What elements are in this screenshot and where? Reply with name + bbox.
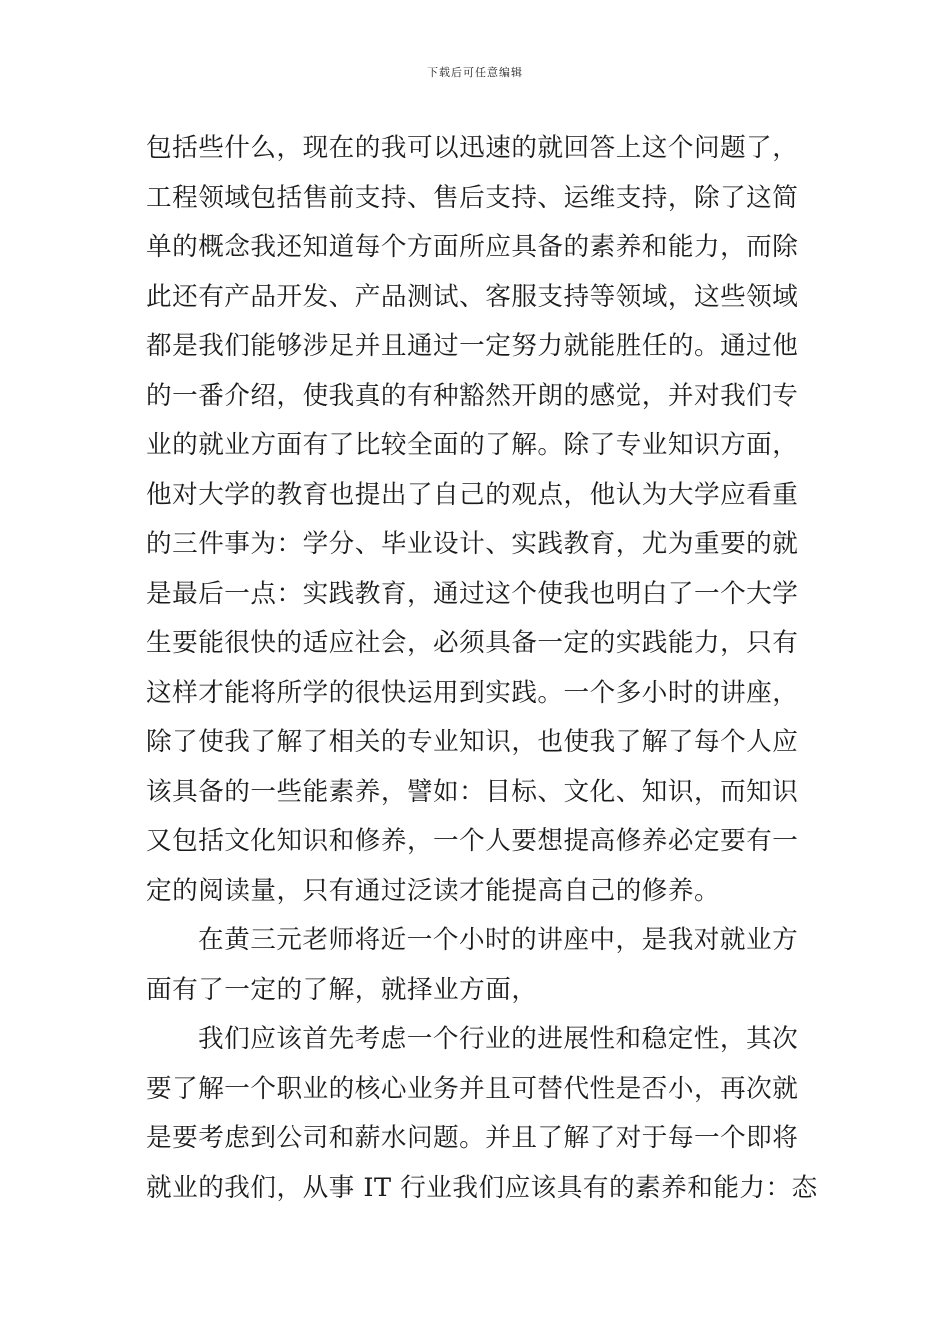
text-line: 是要考虑到公司和薪水问题。并且了解了对于每一个即将 (146, 1123, 799, 1153)
text-line: 的三件事为：学分、毕业设计、实践教育，尤为重要的就 (146, 529, 799, 559)
paragraph-first-line: 在黄三元老师将近一个小时的讲座中，是我对就业方 (198, 925, 799, 955)
text-line: 该具备的一些能素养，譬如：目标、文化、知识，而知识 (146, 776, 799, 807)
text-line: 除了使我了解了相关的专业知识，也使我了解了每个人应 (146, 727, 799, 757)
text-line: 就业的我们，从事 IT 行业我们应该具有的素养和能力：态 (146, 1172, 818, 1203)
text-line: 包括些什么，现在的我可以迅速的就回答上这个问题了， (146, 133, 799, 163)
paragraph-first-line: 我们应该首先考虑一个行业的进展性和稳定性，其次 (198, 1024, 799, 1054)
document-body (146, 124, 818, 1213)
text-line: 他对大学的教育也提出了自己的观点，他认为大学应看重 (146, 479, 799, 510)
text-line: 面有了一定的了解，就择业方面， (146, 974, 538, 1005)
text-line: 业的就业方面有了比较全面的了解。除了专业知识方面， (146, 430, 799, 460)
text-line: 生要能很快的适应社会，必须具备一定的实践能力，只有 (146, 628, 799, 658)
page-header: 下载后可任意编辑 (427, 66, 523, 79)
text-line: 要了解一个职业的核心业务并且可替代性是否小，再次就 (146, 1073, 799, 1104)
text-line: 是最后一点：实践教育，通过这个使我也明白了一个大学 (146, 578, 799, 609)
text-line: 单的概念我还知道每个方面所应具备的素养和能力，而除 (146, 232, 799, 262)
text-line: 这样才能将所学的很快运用到实践。一个多小时的讲座， (146, 677, 799, 708)
text-line: 又包括文化知识和修养，一个人要想提高修养必定要有一 (146, 826, 799, 856)
text-line: 此还有产品开发、产品测试、客服支持等领域，这些领域 (146, 281, 799, 312)
text-line: 定的阅读量，只有通过泛读才能提高自己的修养。 (146, 875, 721, 906)
text-line: 的一番介绍，使我真的有种豁然开朗的感觉，并对我们专 (146, 380, 799, 411)
text-line: 都是我们能够涉足并且通过一定努力就能胜任的。通过他 (146, 331, 799, 361)
text-line: 工程领域包括售前支持、售后支持、运维支持，除了这简 (146, 182, 799, 213)
